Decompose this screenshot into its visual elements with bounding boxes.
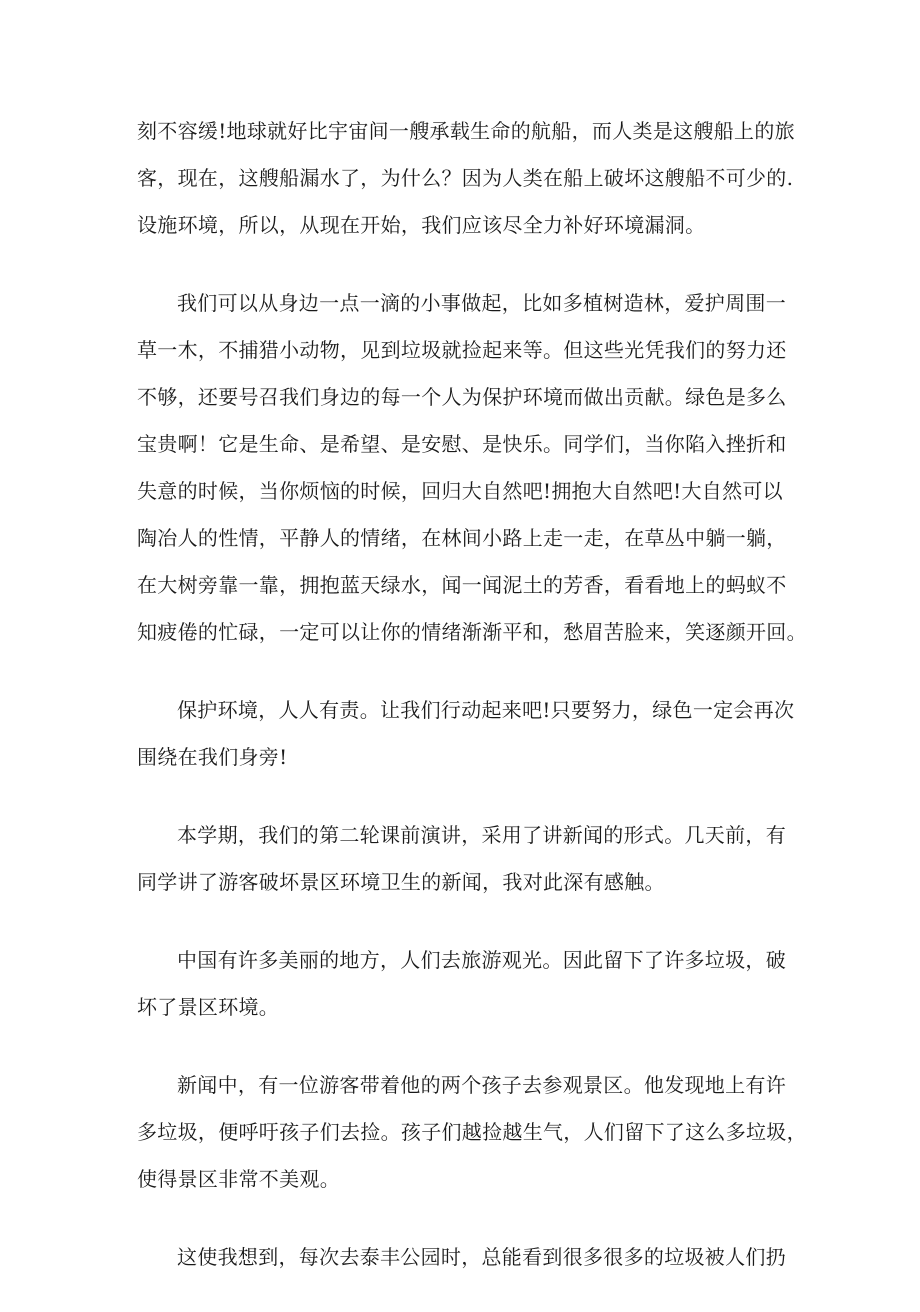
- paragraph-3: [137, 687, 797, 781]
- paragraph-6: [137, 1062, 807, 1203]
- text-line: 保护环境，人人有责。让我们行动起来吧!只要努力，绿色一定会再次: [177, 698, 795, 722]
- text-line: 我们可以从身边一点一滴的小事做起，比如多植树造林，爱护周围一: [177, 291, 786, 315]
- text-line: 设施环境，所以，从现在开始，我们应该尽全力补好环境漏洞。: [137, 213, 706, 237]
- text-line: 本学期，我们的第二轮课前演讲，采用了讲新闻的形式。几天前，有: [177, 823, 786, 847]
- text-line: 陶冶人的性情，平静人的情绪，在林间小路上走一走，在草丛中躺一躺，: [137, 526, 787, 550]
- paragraph-7: [137, 1234, 797, 1281]
- document-body: [137, 108, 807, 1312]
- text-line: 坏了景区环境。: [137, 995, 280, 1019]
- text-line: 在大树旁靠一靠，拥抱蓝天绿水，闻一闻泥土的芳香，看看地上的蚂蚁不: [137, 573, 787, 597]
- text-line: 知疲倦的忙碌，一定可以让你的情绪渐渐平和，愁眉苦脸来，笑逐颜开回。: [137, 620, 807, 644]
- paragraph-4: [137, 812, 797, 906]
- text-line: 使得景区非常不美观。: [137, 1167, 340, 1191]
- text-line: 中国有许多美丽的地方，人们去旅游观光。因此留下了许多垃圾，破: [177, 948, 786, 972]
- text-line: 同学讲了游客破坏景区环境卫生的新闻，我对此深有感触。: [137, 870, 665, 894]
- text-line: 围绕在我们身旁!: [137, 745, 288, 769]
- text-line: 多垃圾，便呼吁孩子们去捡。孩子们越捡越生气，人们留下了这么多垃圾，: [137, 1120, 807, 1144]
- text-line: 失意的时候，当你烦恼的时候，回归大自然吧!拥抱大自然吧!大自然可以: [137, 479, 783, 503]
- text-line: 草一木，不捕猎小动物，见到垃圾就捡起来等。但这些光凭我们的努力还: [137, 338, 787, 362]
- paragraph-1: [137, 108, 797, 249]
- text-line: 宝贵啊！它是生命、是希望、是安慰、是快乐。同学们，当你陷入挫折和: [137, 432, 787, 456]
- text-line: 新闻中，有一位游客带着他的两个孩子去参观景区。他发现地上有许: [177, 1073, 786, 1097]
- paragraph-2: [137, 280, 807, 656]
- text-line: 不够，还要号召我们身边的每一个人为保护环境而做出贡献。绿色是多么: [137, 385, 787, 409]
- paragraph-5: [137, 937, 797, 1031]
- text-line: 刻不容缓!地球就好比宇宙间一艘承载生命的航船，而人类是这艘船上的旅: [137, 119, 795, 143]
- text-line: 客，现在，这艘船漏水了，为什么？因为人类在船上破坏这艘船不可少的.: [137, 166, 794, 190]
- text-line: 这使我想到，每次去泰丰公园时，总能看到很多很多的垃圾被人们扔: [177, 1245, 786, 1269]
